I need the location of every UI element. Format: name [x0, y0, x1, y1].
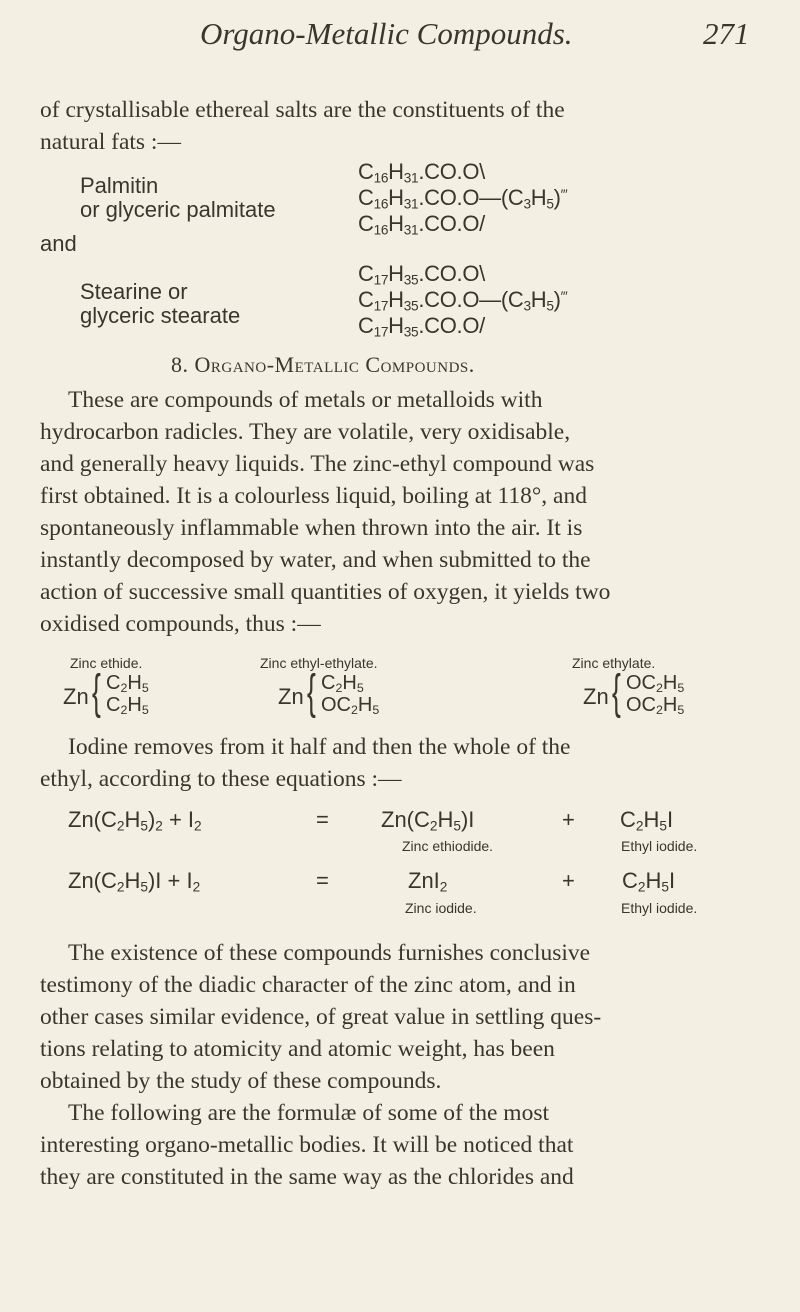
stearine-label-1: Stearine or — [80, 279, 188, 304]
zinc-ethylate-caption: Zinc ethylate. — [572, 655, 656, 671]
ethyl-ethylate-group-1: $C_2H_5$ — [321, 672, 364, 696]
caption-ethyl-iodide-1: Ethyl iodide. — [621, 838, 698, 854]
equation-2-lhs: $Zn(C_2H_5)I + I_2$ — [68, 868, 201, 895]
palmitin-formula-line-3: $C_{16}H_{31}.CO.O/$ — [358, 211, 485, 238]
p2-line-1: Iodine removes from it half and then the whole of the — [68, 734, 571, 760]
palmitin-formula-line-1: $C_{16}H_{31}.CO.O\backslash$ — [358, 159, 485, 186]
equation-1-plus: + — [562, 807, 575, 832]
p1-line-3: and generally heavy liquids. The zinc-ethyl compound was — [40, 451, 595, 477]
p2-line-2: ethyl, according to these equations :— — [40, 766, 402, 792]
stearine-label-2: glyceric stearate — [80, 303, 241, 328]
zn-symbol-1: Zn — [63, 684, 89, 709]
intro-line-2: natural fats :— — [40, 129, 181, 155]
stearine-formula-line-2: $C_{17}H_{35}.CO.O—(C_3H_5)'''$ — [358, 287, 568, 314]
ethylate-group-2: $OC_2H_5$ — [626, 694, 685, 718]
p1-line-7: action of successive small quantities of oxygen, it yields two — [40, 579, 611, 605]
ethylate-group-1: $OC_2H_5$ — [626, 672, 685, 696]
zinc-ethyl-ethylate-caption: Zinc ethyl-ethylate. — [260, 655, 378, 671]
p3-line-8: they are constituted in the same way as the chlorides and — [40, 1164, 574, 1190]
palmitin-label-2: or glyceric palmitate — [80, 197, 276, 222]
caption-zinc-ethiodide: Zinc ethiodide. — [402, 838, 494, 854]
ethide-group-2: $C_2H_5$ — [106, 694, 149, 718]
zn-symbol-2: Zn — [278, 684, 304, 709]
p1-line-5: spontaneously inflammable when thrown into the air. It is — [40, 515, 583, 541]
p1-line-4: first obtained. It is a colourless liquid, boiling at 118°, and — [40, 483, 587, 509]
palmitin-label-1: Palmitin — [80, 173, 159, 198]
page-number: 271 — [703, 16, 750, 51]
equation-1-product-2: $C_2H_5I$ — [620, 807, 674, 834]
section-number: 8. — [171, 352, 189, 377]
p1-line-8: oxidised compounds, thus :— — [40, 611, 321, 637]
p3-line-6: The following are the formulæ of some of the most — [68, 1100, 549, 1126]
stearine-formula-line-1: $C_{17}H_{35}.CO.O\backslash$ — [358, 261, 485, 288]
intro-line-1: of crystallisable ethereal salts are the constituents of the — [40, 97, 565, 123]
equation-2-product-1: ZnI$_2$ — [408, 868, 448, 895]
book-page: Organo-Metallic Compounds. 271 of crystallisable ethereal salts are the constituents of the natural fats :— Palmitin or glyceric palmitate $C_{16}H_{31}.CO.O\backslash$ $C_{16}H_{31}.CO.O—(C_3H_5)'''$ $C_{16}H_{31}.CO.O/$ and Stearine or glyceric stearate $C_{17}H_{35}.CO.O\backslash$ $C_{17}H_{35}.CO.O—(C_3H_5)'''$ $C_{17}H_{35}.CO.O/$ 8. Organo-Metallic Compounds. These are compounds of metals or metalloids with hydrocarbon radicles. They are volatile, very oxidisable, and generally heavy liquids. The zinc-ethyl compound was first obtained. It is a colourless liquid, boiling at 118°, and spontaneously inflammable when thrown into the air. It is instantly decomposed by water, and when submitted to the action of successive small quantities of oxygen, it yields two oxidised compounds, thus :— Zinc ethide. Zinc ethyl-ethylate. Zinc ethylate. Zn { $C_2H_5$ $C_2H_5$ Zn { $C_2H_5$ $OC_2H_5$ Zn { $OC_2H_5$ $OC_2H_5$ Iodine removes from it half and then the whole of the ethyl, according to these equations :— $Zn(C_2H_5)_2 + I_2$ = $Zn(C_2H_5)I$ + $C_2H_5I$ Zinc ethiodide. Ethyl iodide. $Zn(C_2H_5)I + I_2$ = ZnI$_2$ + $C_2H_5I$ Zinc iodide. Ethyl iodide. The existence of these compounds furnishes conclusive testimony of the diadic character of the zinc atom, and in other cases similar evidence, of great value in settling ques- tions relating to atomicity and atomic weight, has been obtained by the study of these compounds. The following are the formulæ of some of the most interesting organo-metallic bodies. It will be noticed that they are constituted in the same way as the chlorides and — [0, 0, 800, 1312]
equation-2-product-2: $C_2H_5I$ — [622, 868, 676, 895]
p3-line-2: testimony of the diadic character of the zinc atom, and in — [40, 972, 576, 998]
p1-line-6: instantly decomposed by water, and when submitted to the — [40, 547, 591, 573]
equation-1-lhs: $Zn(C_2H_5)_2 + I_2$ — [68, 807, 202, 834]
p3-line-3: other cases similar evidence, of great value in settling ques- — [40, 1004, 602, 1030]
p3-line-4: tions relating to atomicity and atomic weight, has been — [40, 1036, 555, 1062]
equation-1-product-1: $Zn(C_2H_5)I$ — [381, 807, 475, 834]
section-heading — [171, 352, 475, 378]
palmitin-formula-line-2: $C_{16}H_{31}.CO.O—(C_3H_5)'''$ — [358, 185, 568, 212]
zn-symbol-3: Zn — [583, 684, 609, 709]
zinc-ethide-caption: Zinc ethide. — [70, 655, 143, 671]
page-header — [0, 10, 800, 60]
and-label: and — [40, 231, 77, 256]
stearine-formula-line-3: $C_{17}H_{35}.CO.O/$ — [358, 313, 485, 340]
equation-2-equals: = — [316, 868, 329, 893]
ethyl-ethylate-group-2: $OC_2H_5$ — [321, 694, 380, 718]
ethide-group-1: $C_2H_5$ — [106, 672, 149, 696]
p1-line-1: These are compounds of metals or metalloids with — [68, 387, 543, 413]
equation-1-equals: = — [316, 807, 329, 832]
p1-line-2: hydrocarbon radicles. They are volatile, very oxidisable, — [40, 419, 571, 445]
section-title: Organo-Metallic Compounds. — [194, 352, 475, 377]
p3-line-1: The existence of these compounds furnishes conclusive — [68, 940, 591, 966]
p3-line-5: obtained by the study of these compounds. — [40, 1068, 442, 1094]
equation-2-plus: + — [562, 868, 575, 893]
caption-zinc-iodide: Zinc iodide. — [405, 900, 477, 916]
p3-line-7: interesting organo-metallic bodies. It will be noticed that — [40, 1132, 574, 1158]
running-title: Organo-Metallic Compounds. — [200, 16, 573, 51]
caption-ethyl-iodide-2: Ethyl iodide. — [621, 900, 698, 916]
